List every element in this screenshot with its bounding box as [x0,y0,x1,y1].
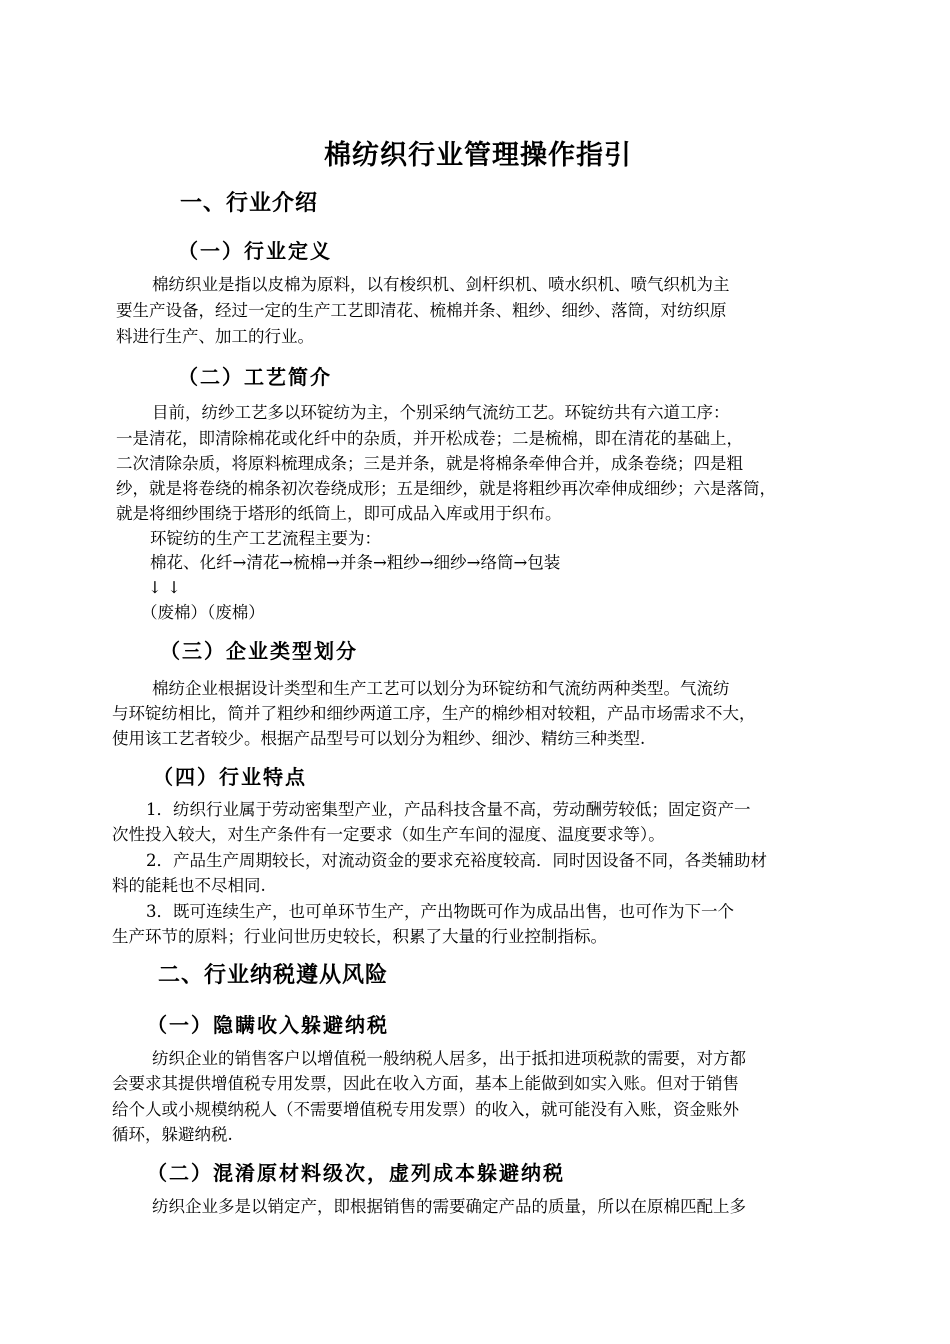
subsection-2-2-heading: （二）混淆原材料级次，虚列成本躲避纳税 [147,1161,565,1185]
subsection-2-1-heading: （一）隐瞒收入躲避纳税 [147,1013,389,1037]
paragraph-line: 纺织企业多是以销定产，即根据销售的需要确定产品的质量，所以在原棉匹配上多 [152,1197,746,1216]
flow-arrows: ↓ ↓ [148,578,181,597]
subsection-1-3-heading: （三）企业类型划分 [160,639,358,663]
process-flow: 棉花、化纤→清花→梳棉→并条→粗纱→细纱→络筒→包装 [150,553,561,572]
paragraph-line: 循环，躲避纳税. [112,1125,233,1144]
paragraph-line: 目前，纺纱工艺多以环锭纺为主，个别采纳气流纺工艺。环锭纺共有六道工序： [152,403,730,422]
section-1-heading: 一、行业介绍 [180,191,319,216]
paragraph-line: 次性投入较大，对生产条件有一定要求（如生产车间的湿度、温度要求等）。 [112,825,665,844]
paragraph-line: 2．产品生产周期较长，对流动资金的要求充裕度较高．同时因设备不同，各类辅助材 [146,851,767,870]
subsection-1-4-heading: （四）行业特点 [153,765,307,789]
paragraph-line: 要生产设备，经过一定的生产工艺即清花、梳棉并条、粗纱、细纱、落筒，对纺织原 [116,301,727,320]
paragraph-line: 棉纺企业根据设计类型和生产工艺可以划分为环锭纺和气流纺两种类型。气流纺 [152,679,730,698]
paragraph-line: 棉纺织业是指以皮棉为原料，以有梭织机、剑杆织机、喷水织机、喷气织机为主 [152,275,730,294]
waste-labels: （废棉）（废棉） [141,603,265,622]
paragraph-line: 3．既可连续生产，也可单环节生产，产出物既可作为成品出售，也可作为下一个 [146,902,734,921]
flow-intro: 环锭纺的生产工艺流程主要为： [150,529,381,548]
paragraph-line: 1．纺织行业属于劳动密集型产业，产品科技含量不高，劳动酬劳较低；固定资产一 [146,800,751,819]
paragraph-line: 纱，就是将卷绕的棉条初次卷绕成形；五是细纱，就是将粗纱再次牵伸成细纱；六是落筒， [116,479,776,498]
paragraph-line: 料进行生产、加工的行业。 [116,327,314,346]
paragraph-line: 会要求其提供增值税专用发票，因此在收入方面，基本上能做到如实入账。但对于销售 [112,1074,739,1093]
subsection-1-1-heading: （一）行业定义 [178,239,332,263]
document-title: 棉纺织行业管理操作指引 [324,140,632,171]
paragraph-line: 就是将细纱围绕于塔形的纸筒上，即可成品入库或用于织布。 [116,504,562,523]
paragraph-line: 使用该工艺者较少。根据产品型号可以划分为粗纱、细沙、精纺三种类型. [112,729,646,748]
paragraph-line: 一是清花，即清除棉花或化纤中的杂质，并开松成卷；二是梳棉，即在清花的基础上， [116,429,743,448]
paragraph-line: 生产环节的原料；行业问世历史较长，积累了大量的行业控制指标。 [112,927,607,946]
paragraph-line: 料的能耗也不尽相同. [112,876,266,895]
paragraph-line: 二次清除杂质，将原料梳理成条；三是并条，就是将棉条牵伸合并，成条卷绕；四是粗 [116,454,743,473]
paragraph-line: 纺织企业的销售客户以增值税一般纳税人居多，出于抵扣进项税款的需要，对方都 [152,1049,746,1068]
subsection-1-2-heading: （二）工艺简介 [178,365,332,389]
paragraph-line: 给个人或小规模纳税人（不需要增值税专用发票）的收入，就可能没有入账，资金账外 [112,1100,739,1119]
section-2-heading: 二、行业纳税遵从风险 [158,963,389,988]
paragraph-line: 与环锭纺相比，简并了粗纱和细纱两道工序，生产的棉纱相对较粗，产品市场需求不大， [112,704,756,723]
